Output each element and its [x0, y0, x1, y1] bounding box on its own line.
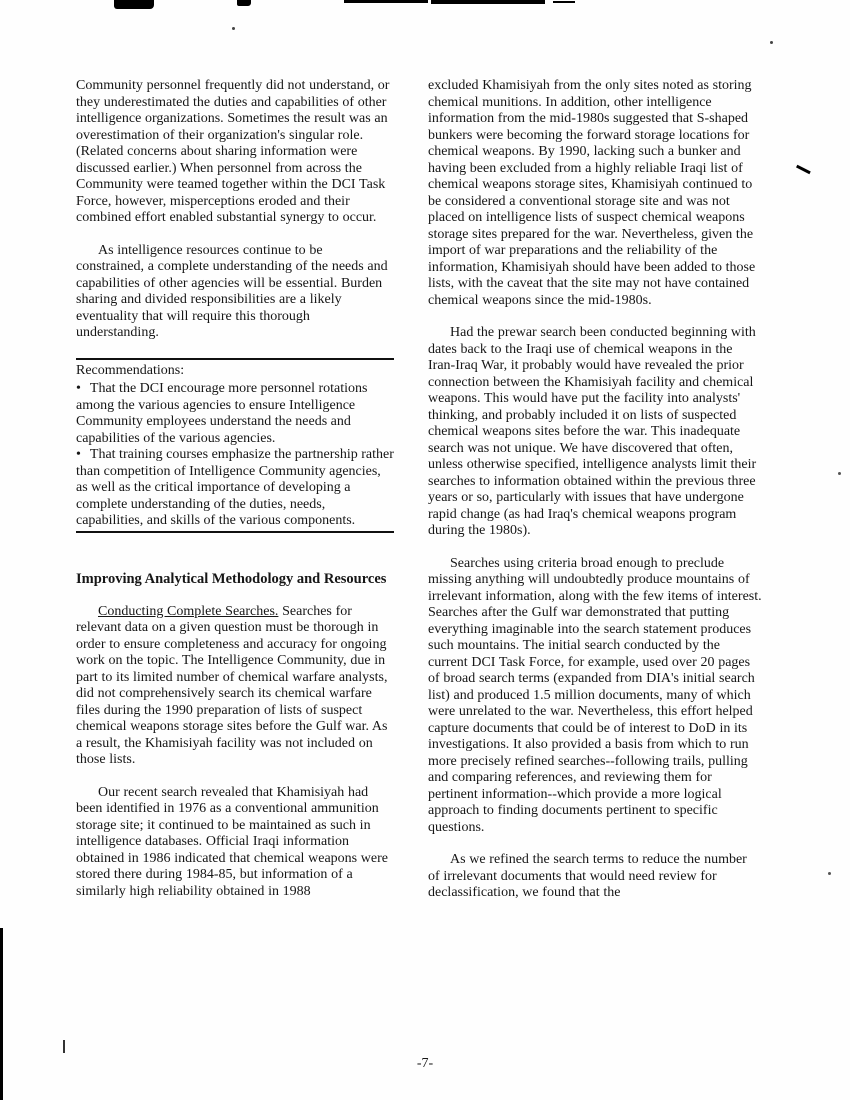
scan-artifact [344, 0, 428, 3]
paragraph-community-personnel: Community personnel frequently did not understand, or they underestimated the duties and capabilities of other intelligence organizations. Sometimes the result was an overestimation of their organization's singular role. (Related concerns about sharing information were discussed earlier.) When personnel from across the Community were teamed together within the DCI Task Force, however, misperceptions eroded and their combined effort enabled substantial synergy to occur. [76, 78, 390, 225]
scan-artifact [770, 41, 773, 44]
recommendations-box [76, 358, 394, 533]
scan-artifact [237, 0, 251, 6]
paragraph-lead-underlined: Conducting Complete Searches. [98, 603, 279, 619]
paragraph-refined-terms: As we refined the search terms to reduce the number of irrelevant documents that would need review for declassification, we found that the [428, 852, 747, 900]
recommendation-item [76, 447, 394, 530]
paragraph-recent-search: Our recent search revealed that Khamisiyah had been identified in 1976 as a conventional ammunition storage site; it continued to be maintained as such in intelligence databases. Official Iraqi information obtained in 1986 indicated that chemical weapons were stored there during 1984-85, but information of a similarly high reliability obtained in 1988 [76, 784, 389, 899]
scan-artifact [114, 0, 154, 9]
page-number: -7- [416, 1056, 434, 1071]
scan-artifact [553, 1, 575, 3]
scan-artifact [796, 165, 811, 174]
scan-artifact [838, 472, 841, 475]
paragraph-prewar-search: Had the prewar search been conducted beginning with dates back to the Iraqi use of chemical weapons in the Iran-Iraq War, it probably would have revealed the prior connection between the Khamisiyah facility and chemical weapons. This would have put the facility into analysts' thinking, and probably included it on lists of suspected chemical weapons sites before the war. This inadequate search was not unique. We have discovered that often, unless otherwise specified, intelligence analysts limit their searches to information obtained within the previous three years or so, particularly with issues that have undergone rapid change (as had Iraq's chemical weapons program during the 1980s). [428, 325, 757, 538]
scan-artifact [232, 27, 235, 30]
section-heading: Improving Analytical Methodology and Resources [76, 570, 387, 587]
recommendation-text: That the DCI encourage more personnel rotations among the various agencies to ensure Intelligence Community employees understand the needs and capabilities of the various agencies. [76, 381, 368, 446]
scan-artifact [0, 928, 3, 1100]
paragraph-excluded-khamisiyah: excluded Khamisiyah from the only sites noted as storing chemical munitions. In addition, other intelligence information from the mid-1980s suggested that S-shaped bunkers were becoming the forward storage locations for chemical weapons. By 1990, lacking such a bunker and having been excluded from a highly reliable Iraqi list of chemical weapons storage sites, Khamisiyah continued to be considered a conventional storage site and was not placed on intelligence lists of suspect chemical weapons storage sites prepared for the war. Nevertheless, given the import of war preparations and the reliability of the information, Khamisiyah should have been added to those lists, with the caveat that the site may not have contained chemical weapons since the mid-1980s. [428, 78, 756, 308]
recommendation-item [76, 381, 394, 447]
paragraph-broad-criteria: Searches using criteria broad enough to preclude missing anything will undoubtedly produce mountains of irrelevant information, along with the few items of interest. Searches after the Gulf war demonstrated that putting everything imaginable into the search statement produces such mountains. The initial search conducted by the current DCI Task Force, for example, used over 20 pages of broad search terms (expanded from DIA's initial search list) and produced 1.5 million documents, many of which were unrelated to the war. Nevertheless, this effort helped capture documents that could be of interest to DoD in its investigations. It also provided a basis from which to run more precisely refined searches--following trails, pulling and comparing references, and reviewing them for pertinent information--which provide a more logical approach to finding documents pertinent to specific questions. [428, 555, 762, 835]
paragraph-resources-constrained: As intelligence resources continue to be constrained, a complete understanding of the needs and capabilities of other agencies will be essential. Burden sharing and divided responsibilities are a likely eventuality that will require this thorough understanding. [76, 242, 388, 340]
recommendations-title: Recommendations: [76, 362, 185, 378]
left-column [76, 78, 394, 918]
recommendation-text: That training courses emphasize the partnership rather than competition of Intelligence Community agencies, as well as the critical importance of developing a complete understanding of the duties, needs, capabilities, and skills of the various components. [76, 447, 394, 528]
right-column [428, 78, 762, 918]
scan-artifact [63, 1040, 65, 1053]
scan-artifact [828, 872, 831, 875]
page-body [76, 78, 762, 918]
scan-artifact [431, 0, 545, 4]
bullet-icon: • [76, 447, 81, 462]
paragraph-conducting-searches [76, 604, 394, 769]
paragraph-lead-rest: Searches for relevant data on a given question must be thorough in order to ensure completeness and accuracy for ongoing work on the topic. The Intelligence Community, due in part to its limited number of chemical warfare analysts, did not comprehensively search its chemical warfare files during the 1990 preparation of lists of suspect chemical weapons storage sites before the Gulf war. As a result, the Khamisiyah facility was not included on those lists. [76, 603, 388, 767]
bullet-icon: • [76, 381, 81, 396]
